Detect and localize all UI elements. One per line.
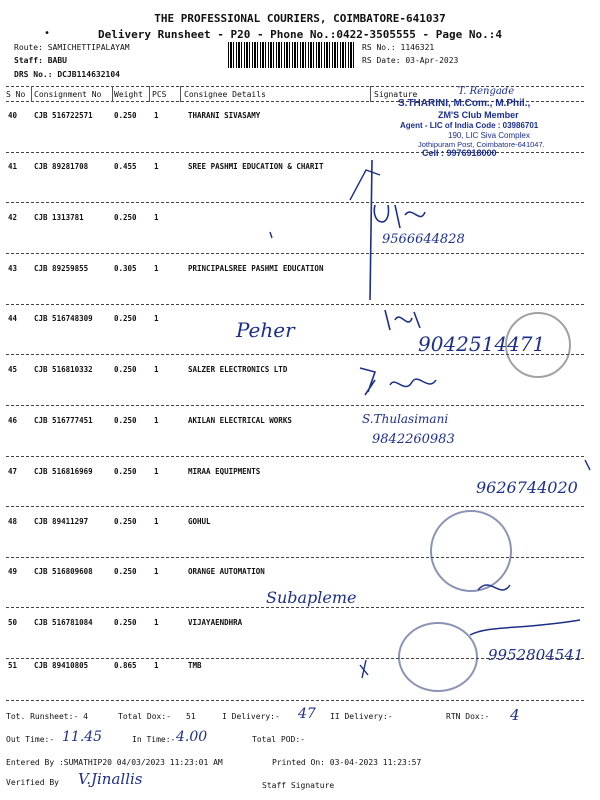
pen-stroke: [390, 379, 436, 386]
row-weight: 0.250: [114, 618, 137, 627]
round-stamp: [430, 510, 512, 592]
row-consignment: CJB 516781084: [34, 618, 93, 627]
handwritten-phone: 9566644828: [382, 232, 465, 247]
row-pcs: 1: [154, 111, 159, 120]
row-sno: 41: [8, 162, 18, 171]
row-weight: 0.250: [114, 467, 137, 476]
row-consignment: CJB 516810332: [34, 365, 93, 374]
verified-signature: V.Jinallis: [78, 770, 143, 788]
row-consignment: CJB 516722571: [34, 111, 93, 120]
row-consignee: THARANI SIVASAMY: [188, 111, 261, 120]
row-weight: 0.250: [114, 517, 137, 526]
row-consignee: VIJAYAENDHRA: [188, 618, 243, 627]
row-sno: 45: [8, 365, 18, 374]
row-sno: 43: [8, 264, 18, 273]
handwritten-phone: 9042514471: [418, 332, 546, 356]
pen-stroke: [270, 232, 272, 238]
row-consignee: GOHUL: [188, 517, 211, 526]
rs-date: RS Date: 03-Apr-2023: [362, 56, 459, 65]
pen-stroke: [350, 170, 380, 200]
row-pcs: 1: [154, 467, 159, 476]
col-signature: Signature: [374, 90, 418, 99]
round-stamp: [398, 622, 478, 692]
i-delivery-value: 47: [298, 706, 316, 722]
row-pcs: 1: [154, 517, 159, 526]
row-weight: 0.250: [114, 213, 137, 222]
staff-label: Staff: BABU: [14, 56, 67, 65]
col-consignee: Consignee Details: [184, 90, 266, 99]
row-consignment: CJB 516777451: [34, 416, 93, 425]
row-pcs: 1: [154, 365, 159, 374]
row-sno: 50: [8, 618, 18, 627]
row-consignee: MIRAA EQUIPMENTS: [188, 467, 261, 476]
pen-stroke: [385, 310, 420, 330]
col-sno: S No: [6, 90, 26, 99]
row-weight: 0.250: [114, 111, 137, 120]
stamp-line: 190, LIC Siva Complex: [448, 131, 530, 140]
tot-runsheet: Tot. Runsheet:- 4: [6, 712, 88, 721]
handwritten-name: S.Thulasimani: [362, 412, 449, 426]
row-weight: 0.250: [114, 365, 137, 374]
row-consignment: CJB 89410805: [34, 661, 89, 670]
row-pcs: 1: [154, 314, 159, 323]
handwritten-name: Subapleme: [266, 588, 357, 607]
row-sno: 51: [8, 661, 18, 670]
total-dox-label: Total Dox:-: [118, 712, 171, 721]
verified-by-label: Verified By: [6, 778, 59, 787]
row-weight: 0.250: [114, 416, 137, 425]
pen-stroke: [370, 160, 372, 300]
i-delivery-label: I Delivery:-: [222, 712, 280, 721]
printed-on: Printed On: 03-04-2023 11:23:57: [272, 758, 422, 767]
row-consignee: PRINCIPALSREE PASHMI EDUCATION: [188, 264, 324, 273]
total-dox-value: 51: [186, 712, 196, 721]
row-sno: 47: [8, 467, 18, 476]
rtn-dox-label: RTN Dox:-: [446, 712, 490, 721]
col-pcs: PCS: [152, 90, 167, 99]
row-weight: 0.455: [114, 162, 137, 171]
row-consignment: CJB 516748309: [34, 314, 93, 323]
row-pcs: 1: [154, 264, 159, 273]
pen-stroke: [360, 660, 368, 678]
document-title: THE PROFESSIONAL COURIERS, COIMBATORE-641037: [154, 12, 446, 25]
row-consignment: CJB 89281708: [34, 162, 89, 171]
bullet-dot: •: [44, 28, 51, 39]
stamp-name: S.THARINI, M.Com., M.Phil.,: [398, 98, 531, 109]
row-sno: 49: [8, 567, 18, 576]
staff-signature-label: Staff Signature: [262, 781, 335, 790]
row-consignee: SALZER ELECTRONICS LTD: [188, 365, 288, 374]
row-consignment: CJB 89411297: [34, 517, 89, 526]
stamp-line: Cell : 9976918000: [422, 148, 497, 158]
handwritten-phone: 9952804541: [488, 646, 584, 664]
row-consignment: CJB 516809608: [34, 567, 93, 576]
row-pcs: 1: [154, 213, 159, 222]
rs-number: RS No.: 1146321: [362, 43, 435, 52]
entered-by: Entered By :SUMATHIP20 04/03/2023 11:23:01 AM: [6, 758, 223, 767]
row-weight: 0.865: [114, 661, 137, 670]
stamp-line: Agent - LIC of India Code : 03986701: [400, 121, 539, 130]
round-stamp: [505, 312, 571, 378]
stamp-line: Jothipuram Post, Coimbatore-641047.: [418, 140, 545, 149]
row-weight: 0.250: [114, 314, 137, 323]
rtn-dox-value: 4: [510, 706, 520, 724]
handwritten-name: Peher: [236, 318, 295, 342]
stamp-line: ZM'S Club Member: [438, 110, 519, 120]
row-consignee: ORANGE AUTOMATION: [188, 567, 265, 576]
row-pcs: 1: [154, 567, 159, 576]
row-weight: 0.250: [114, 567, 137, 576]
drs-number: DRS No.: DCJB114632104: [14, 70, 120, 79]
row-sno: 42: [8, 213, 18, 222]
total-pod-label: Total POD:-: [252, 735, 305, 744]
row-sno: 44: [8, 314, 18, 323]
row-sno: 40: [8, 111, 18, 120]
in-time-label: In Time:-: [132, 735, 176, 744]
row-consignment: CJB 1313781: [34, 213, 84, 222]
row-pcs: 1: [154, 416, 159, 425]
col-consignment: Consignment No: [34, 90, 102, 99]
col-weight: Weight: [114, 90, 143, 99]
out-time-value: 11.45: [62, 729, 103, 745]
row-pcs: 1: [154, 618, 159, 627]
ii-delivery-label: II Delivery:-: [330, 712, 393, 721]
row-sno: 46: [8, 416, 18, 425]
row-sno: 48: [8, 517, 18, 526]
row-pcs: 1: [154, 162, 159, 171]
row-consignment: CJB 89259855: [34, 264, 89, 273]
row-consignee: TMB: [188, 661, 202, 670]
pen-stroke: [470, 620, 580, 635]
handwritten-phone: 9842260983: [372, 432, 455, 447]
row-weight: 0.305: [114, 264, 137, 273]
pen-stroke: [585, 460, 590, 470]
handwritten-phone: 9626744020: [476, 478, 578, 497]
document-subtitle: Delivery Runsheet - P20 - Phone No.:0422-3505555 - Page No.:4: [98, 28, 502, 41]
in-time-value: 4.00: [176, 729, 208, 745]
stamp-signature: T. Rengade: [458, 86, 515, 97]
route-label: Route: SAMICHETTIPALAYAM: [14, 43, 130, 52]
pen-stroke: [360, 368, 375, 395]
row-consignee: SREE PASHMI EDUCATION & CHARIT: [188, 162, 324, 171]
row-consignee: AKILAN ELECTRICAL WORKS: [188, 416, 292, 425]
row-consignment: CJB 516816969: [34, 467, 93, 476]
pen-stroke: [374, 205, 425, 228]
row-pcs: 1: [154, 661, 159, 670]
out-time-label: Out Time:-: [6, 735, 55, 744]
